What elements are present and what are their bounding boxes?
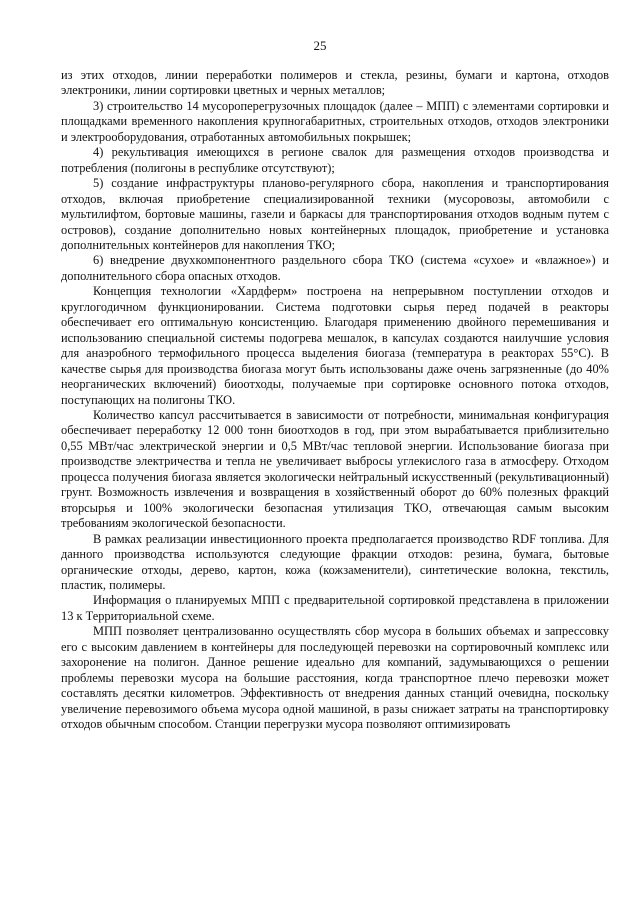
paragraph-continued: из этих отходов, линии переработки полимеров и стекла, резины, бумаги и картона, отходов электроники, линии сортировки цветных и черных металлов; bbox=[61, 68, 609, 98]
paragraph-item-3: 3) строительство 14 мусороперегрузочных площадок (далее – МПП) с элементами сортировки и площадками временного накопления крупногабаритных, строительных отходов, отходов электроники и электрооборудования, отработанных автомобильных покрышек; bbox=[61, 98, 609, 144]
paragraph-mpp-description: МПП позволяет централизованно осуществлять сбор мусора в больших объемах и запрессовку его с высоким давлением в контейнеры для последующей перевозки на сортировочный комплекс или захоронение на полигон. Данное решение идеально для компаний, задумывающихся о решении проблемы перевозки мусора на большие расстояния, когда транспортное плечо перевозки может составлять десятки километров. Эффективность от внедрения данных станций очевидна, поскольку увеличение перевозимого объема мусора одной машиной, в разы снижает затраты на транспортировку отходов обычным способом. Станции перегрузки мусора позволяют оптимизировать bbox=[61, 624, 609, 732]
page-number: 25 bbox=[313, 38, 327, 53]
paragraph-item-6: 6) внедрение двухкомпонентного раздельного сбора ТКО (система «сухое» и «влажное») и дополнительного сбора опасных отходов. bbox=[61, 253, 609, 283]
paragraph-capsules: Количество капсул рассчитывается в зависимости от потребности, минимальная конфигурация обеспечивает переработку 12 000 тонн биоотходов в год, при этом вырабатывается приблизительно 0,55 МВт/час электрической энергии и 0,5 МВт/час тепловой энергии. Использование биогаза при производстве электричества и тепла не увеличивает выбросы углекислого газа в атмосферу. Отходом процесса получения биогаза является экологически нейтральный искусственный (рекультивационный) грунт. Возможность извлечения и возвращения в хозяйственный оборот до 60% полезных фракций вторсырья и 100% экологически безопасная утилизация ТКО, отвечающая самым высоким требованиям экологической безопасности. bbox=[61, 407, 609, 531]
paragraph-item-5: 5) создание инфраструктуры планово-регулярного сбора, накопления и транспортирования отходов, включая приобретение специализированной техники (мусоровозы, автомобили с мультилифтом, бортовые машины, газели и баркасы для транспортирования отходов водным путем с островов), создание дополнительно новых контейнерных площадок, приобретение и установка дополнительных контейнеров для накопления ТКО; bbox=[61, 176, 609, 252]
paragraph-appendix-reference: Информация о планируемых МПП с предварительной сортировкой представлена в приложении 13 к Территориальной схеме. bbox=[61, 593, 609, 623]
paragraph-rdf-fuel: В рамках реализации инвестиционного проекта предполагается производство RDF топлива. Для данного производства используются следующие фракции отходов: резина, бумага, бытовые органические отходы, дерево, картон, кожа (кожзаменители), синтетические волокна, текстиль, пластик, полимеры. bbox=[61, 531, 609, 592]
paragraph-hardferm-concept: Концепция технологии «Хардферм» построена на непрерывном поступлении отходов и круглогодичном функционировании. Система подготовки сырья перед подачей в реакторы обеспечивает его оптимальную консистенцию. Благодаря применению двойного перемешивания и использованию специальной системы подогрева мешалок, в капсулах создаются наилучшие условия для анаэробного термофильного процесса выделения биогаза (температура в реакторах 55°C). В качестве сырья для производства биогаза могут быть использованы даже очень загрязненные (до 40% неорганических включений) биоотходы, получаемые при сортировке основного потока отходов, поступающих на полигоны ТКО. bbox=[61, 284, 609, 407]
paragraph-item-4: 4) рекультивация имеющихся в регионе свалок для размещения отходов производства и потребления (полигоны в республике отсутствуют); bbox=[61, 145, 609, 175]
document-body bbox=[61, 68, 609, 732]
